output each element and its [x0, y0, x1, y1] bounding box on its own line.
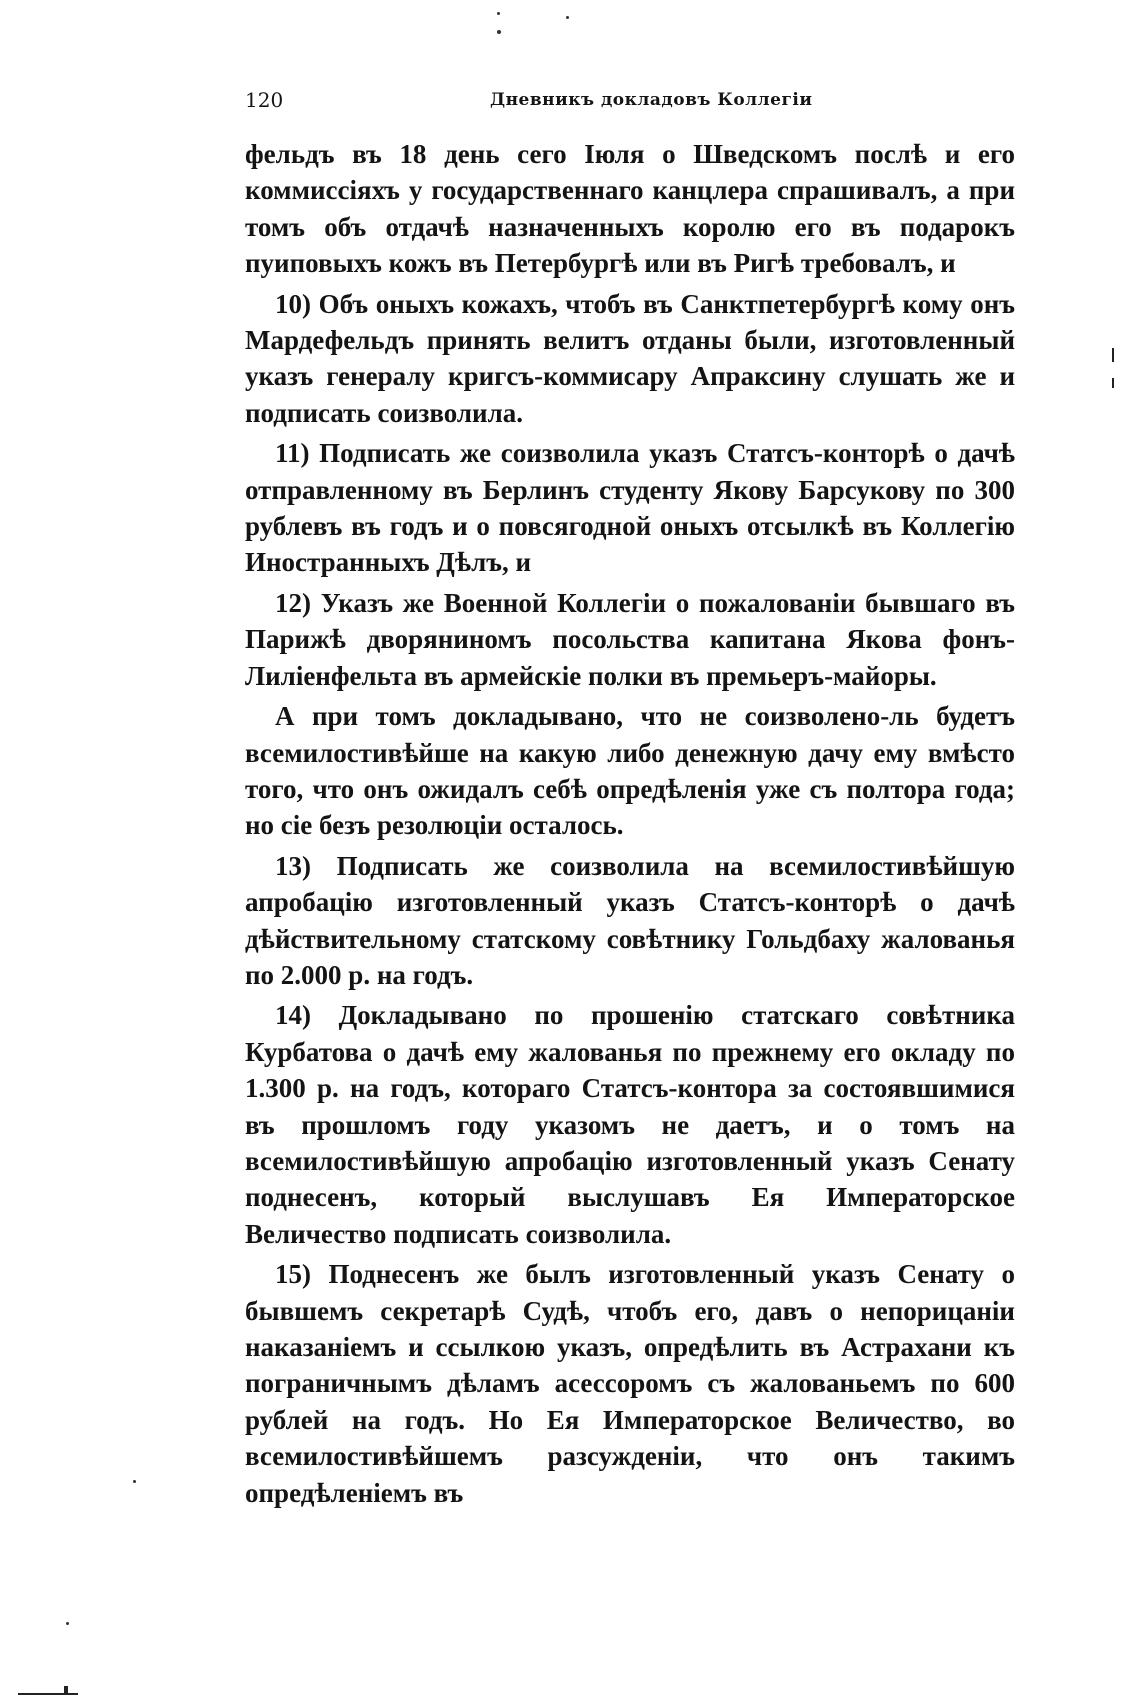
page-number: 120 — [245, 88, 284, 112]
paragraph-item-10: 10) Объ оныхъ кожахъ, чтобъ въ Санктпетербургѣ кому онъ Мардефельдъ принять велитъ отданы были, изготовленный указъ генералу кригсъ-коммисару Апраксину слушать же и подписать соизволила. — [245, 288, 1015, 428]
paragraph-report-note: А при томъ докладывано, что не соизволено-ль будетъ всемилостивѣйше на какую либо денежную дачу ему вмѣсто того, что онъ ожидалъ себѣ опредѣленія уже съ полтора года; но сіе безъ резолюціи осталось. — [245, 701, 1015, 841]
running-head: Дневникъ докладовъ Коллегіи — [490, 90, 813, 110]
paragraph-item-13: 13) Подписать же соизволила на всемилостивѣйшую апробацію изготовленный указъ Статсъ-конторѣ о дачѣ дѣйствительному статскому совѣтнику Гольдбаху жалованья по 2.000 р. на годъ. — [245, 850, 1015, 990]
scan-edge-mark — [64, 1686, 68, 1695]
body-text — [245, 136, 1015, 1515]
paragraph-item-14: 14) Докладывано по прошенію статскаго совѣтника Курбатова о дачѣ ему жалованья по прежнему его окладу по 1.300 р. на годъ, котораго Статсъ-контора за состоявшимися въ прошломъ году указомъ не даетъ, и о томъ на всемилостивѣйшую апробацію изготовленный указъ Сенату поднесенъ, который выслушавъ Ея Императорское Величество подписать соизволила. — [245, 1000, 1015, 1249]
paragraph-item-15: 15) Поднесенъ же былъ изготовленный указъ Сенату о бывшемъ секретарѣ Судѣ, чтобъ его, давъ о непорицаніи наказаніемъ и ссылкою указъ, опредѣлить въ Астрахани къ пограничнымъ дѣламъ асессоромъ съ жалованьемъ по 600 рублей на годъ. Но Ея Императорское Величество, во всемилостивѣйшемъ разсужденіи, что онъ такимъ опредѣленіемъ въ — [245, 1259, 1015, 1508]
paragraph-item-11: 11) Подписать же соизволила указъ Статсъ-конторѣ о дачѣ отправленному въ Берлинъ студенту Якову Барсукову по 300 рублевъ въ годъ и о повсягодной оныхъ отсылкѣ въ Коллегію Иностранныхъ Дѣлъ, и — [245, 438, 1015, 578]
scan-speck — [133, 1480, 136, 1483]
scan-edge-mark — [18, 1693, 78, 1695]
scan-margin-mark — [1112, 348, 1114, 362]
paragraph-continuation: фельдъ въ 18 день сего Іюля о Шведскомъ послѣ и его коммиссіяхъ у государственнаго канцлера спрашивалъ, а при томъ объ отдачѣ назначенныхъ королю его въ подарокъ пуиповыхъ кожъ въ Петербургѣ или въ Ригѣ требовалъ, и — [245, 139, 1015, 279]
scan-margin-mark — [1112, 378, 1114, 388]
page-header — [245, 82, 1025, 122]
scan-speck — [497, 12, 500, 15]
scan-speck — [566, 16, 569, 19]
scan-speck — [497, 30, 501, 34]
paragraph-item-12: 12) Указъ же Военной Коллегіи о пожалованіи бывшаго въ Парижѣ дворяниномъ посольства капитана Якова фонъ-Лиліенфельта въ армейскіе полки въ премьеръ-майоры. — [245, 587, 1015, 691]
scan-speck — [66, 1622, 69, 1625]
